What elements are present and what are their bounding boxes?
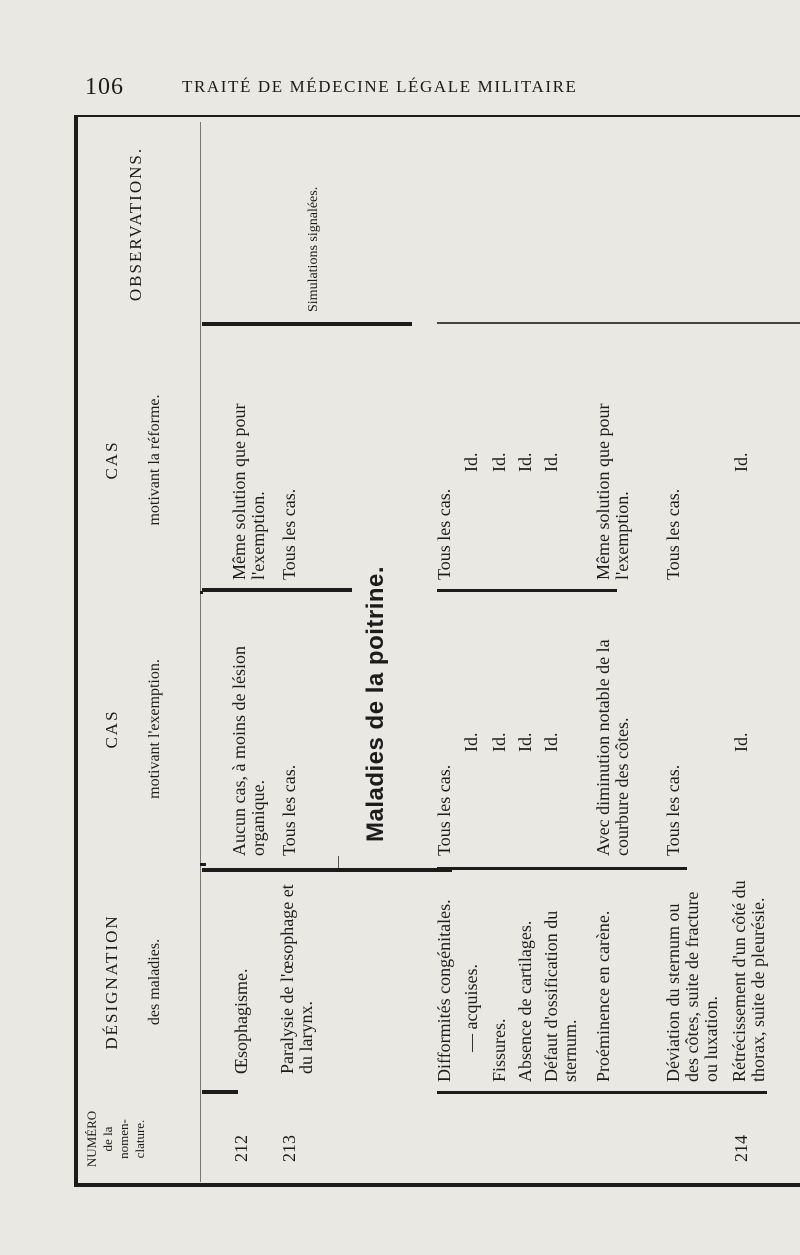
section-title: Maladies de la poitrine. <box>362 565 389 842</box>
rule-design-a <box>200 863 206 866</box>
header-numero-line4: clature. <box>132 1119 147 1159</box>
row-b7-exemption: Tous les cas. <box>663 764 683 856</box>
row-b4-exemption: Id. <box>515 732 535 752</box>
row-b4-reforme: Id. <box>515 452 535 472</box>
row-b5-exemption: Id. <box>541 732 561 752</box>
rule-design-b <box>437 867 687 870</box>
row-213-exemption: Tous les cas. <box>279 764 299 856</box>
table-header <box>80 122 200 1182</box>
row-213-observations: Simulations signalées. <box>306 186 321 312</box>
row-b3-reforme: Id. <box>489 452 509 472</box>
header-reforme <box>80 326 200 594</box>
header-observations-title: OBSERVATIONS. <box>126 146 145 302</box>
row-b6-exemption: Avec diminution notable de la courbure des côtes. <box>593 639 632 856</box>
rule-num-b <box>437 1091 767 1094</box>
header-rule <box>200 122 201 1182</box>
row-b1-reforme: Tous les cas. <box>434 488 454 580</box>
rule-exempt-a2 <box>202 588 352 592</box>
row-b2-reforme: Id. <box>461 452 481 472</box>
row-b5-reforme: Id. <box>541 452 561 472</box>
header-exemption-sub: motivant l'exemption. <box>146 659 163 799</box>
header-designation <box>80 868 200 1096</box>
row-212-reforme: Même solution que pour l'exemption. <box>229 403 268 580</box>
row-213-designation: Paralysie de l'œsophage et du larynx. <box>277 884 316 1074</box>
row-214-designation: Rétrécissement d'un côté du thorax, suite de pleurésie. <box>729 880 768 1082</box>
row-b1-designation: Difformités congénitales. <box>434 899 454 1082</box>
row-b2-exemption: Id. <box>461 732 481 752</box>
row-b4-designation: Absence de cartilages. <box>515 920 535 1082</box>
header-exemption-title: CAS <box>102 709 121 749</box>
header-exemption <box>80 594 200 864</box>
rule-tick-a <box>338 856 339 868</box>
header-numero <box>80 1096 200 1182</box>
header-designation-sub: des maladies. <box>146 938 163 1026</box>
row-212-exemption: Aucun cas, à moins de lésion organique. <box>229 646 268 856</box>
row-213-reforme: Tous les cas. <box>279 488 299 580</box>
row-214-num: 214 <box>731 1135 751 1162</box>
row-214-exemption: Id. <box>731 732 751 752</box>
header-numero-line1: NUMÉRO <box>84 1110 99 1168</box>
header-numero-line2: de la <box>100 1126 115 1152</box>
row-212-num: 212 <box>231 1135 251 1162</box>
row-b7-reforme: Tous les cas. <box>663 488 683 580</box>
page-number: 106 <box>85 73 124 100</box>
row-b5-designation: Défaut d'ossification du sternum. <box>541 910 580 1082</box>
row-213-num: 213 <box>279 1135 299 1162</box>
row-b1-exemption: Tous les cas. <box>434 764 454 856</box>
running-title: TRAITÉ DE MÉDECINE LÉGALE MILITAIRE <box>182 77 578 96</box>
header-designation-title: DÉSIGNATION <box>102 914 121 1050</box>
rule-num-a <box>202 1090 238 1094</box>
row-b3-designation: Fissures. <box>489 1018 509 1082</box>
row-b6-reforme: Même solution que pour l'exemption. <box>593 403 632 580</box>
rule-reforme-a <box>202 322 412 326</box>
row-214-reforme: Id. <box>731 452 751 472</box>
page-header <box>85 70 645 104</box>
row-b6-designation: Proéminence en carène. <box>593 910 613 1082</box>
row-b7-designation: Déviation du sternum ou des côtes, suite de fracture ou luxation. <box>663 891 721 1082</box>
rule-exempt-b <box>437 589 617 592</box>
row-212-designation: Œsophagisme. <box>231 968 251 1074</box>
row-b3-exemption: Id. <box>489 732 509 752</box>
rule-reforme-b <box>437 322 800 324</box>
rule-design-a2 <box>202 868 452 872</box>
header-reforme-sub: motivant la réforme. <box>146 394 163 526</box>
row-b2-designation: — acquises. <box>461 964 481 1052</box>
rotated-table <box>80 122 800 1182</box>
header-numero-line3: nomen- <box>116 1119 131 1159</box>
header-observations <box>80 122 200 326</box>
header-reforme-title: CAS <box>102 440 121 480</box>
